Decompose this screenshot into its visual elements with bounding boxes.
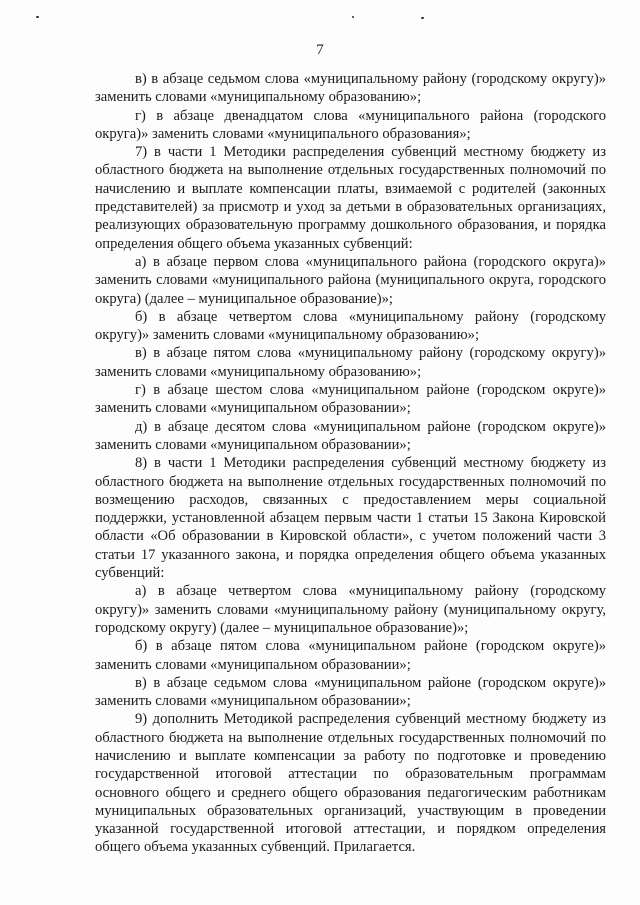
paragraph: 8) в части 1 Методики распределения субвенций местному бюджету из областного бюджета на выполнение отдельных государственных полномочий по возмещению расходов, связанных с предоставлением меры социальной поддержки, установленной абзацем первым части 1 статьи 15 Закона Кировской области «Об образовании в Кировской области», с учетом положений части 3 статьи 17 указанного закона, и порядка определения общего объема указанных субвенций: bbox=[95, 455, 606, 582]
page-number: 7 bbox=[316, 42, 324, 58]
scan-speck bbox=[352, 16, 354, 18]
paragraph: а) в абзаце четвертом слова «муниципальному району (городскому округу)» заменить словами «муниципальному району (муниципальному округу, городскому округу) (далее – муниципальное образование)»; bbox=[95, 583, 606, 636]
scan-speck bbox=[36, 16, 39, 18]
paragraph: в) в абзаце седьмом слова «муниципальном районе (городском округе)» заменить словами «муниципальном образовании»; bbox=[95, 674, 606, 710]
paragraph: 9) дополнить Методикой распределения субвенций местному бюджету из областного бюджета на выполнение отдельных государственных полномочий по начислению и выплате компенсации за работу по подготовке и проведению государственной итоговой аттестации по образовательным программам основного общего и среднего общего образования педагогическим работникам муниципальных образовательных организаций, участвующим в проведении указанной государственной итоговой аттестации, и порядком определения общего объема указанных субвенций. Прилагается. bbox=[95, 711, 606, 856]
paragraph: 7) в части 1 Методики распределения субвенций местному бюджету из областного бюджета на выполнение отдельных государственных полномочий по начислению и выплате компенсации платы, взимаемой с родителей (законных представителей) за присмотр и уход за детьми в образовательных организациях, реализующих образовательную программу дошкольного образования, и порядка определения общего объема указанных субвенций: bbox=[95, 144, 606, 252]
scan-speck bbox=[421, 17, 424, 19]
paragraph: б) в абзаце пятом слова «муниципальном районе (городском округе)» заменить словами «муниципальном образовании»; bbox=[95, 638, 606, 673]
paragraph: а) в абзаце первом слова «муниципального района (городского округа)» заменить словами «муниципального района (муниципального округа, городского округа) (далее – муниципальное образование)»; bbox=[95, 253, 606, 307]
paragraph: д) в абзаце десятом слова «муниципальном районе (городском округе)» заменить словами «муниципальном образовании»; bbox=[95, 418, 606, 453]
paragraph: г) в абзаце шестом слова «муниципальном районе (городском округе)» заменить словами «муниципальном образовании»; bbox=[95, 382, 606, 417]
document-body bbox=[95, 70, 606, 857]
paragraph: г) в абзаце двенадцатом слова «муниципального района (городского округа)» заменить словами «муниципального образования»; bbox=[95, 107, 606, 142]
paragraph: в) в абзаце пятом слова «муниципальному району (городскому округу)» заменить словами «муниципальному образованию»; bbox=[95, 345, 606, 380]
paragraph: б) в абзаце четвертом слова «муниципальному району (городскому округу)» заменить словами «муниципальному образованию»; bbox=[95, 308, 606, 344]
paragraph: в) в абзаце седьмом слова «муниципальному району (городскому округу)» заменить словами «муниципальному образованию»; bbox=[95, 71, 606, 106]
